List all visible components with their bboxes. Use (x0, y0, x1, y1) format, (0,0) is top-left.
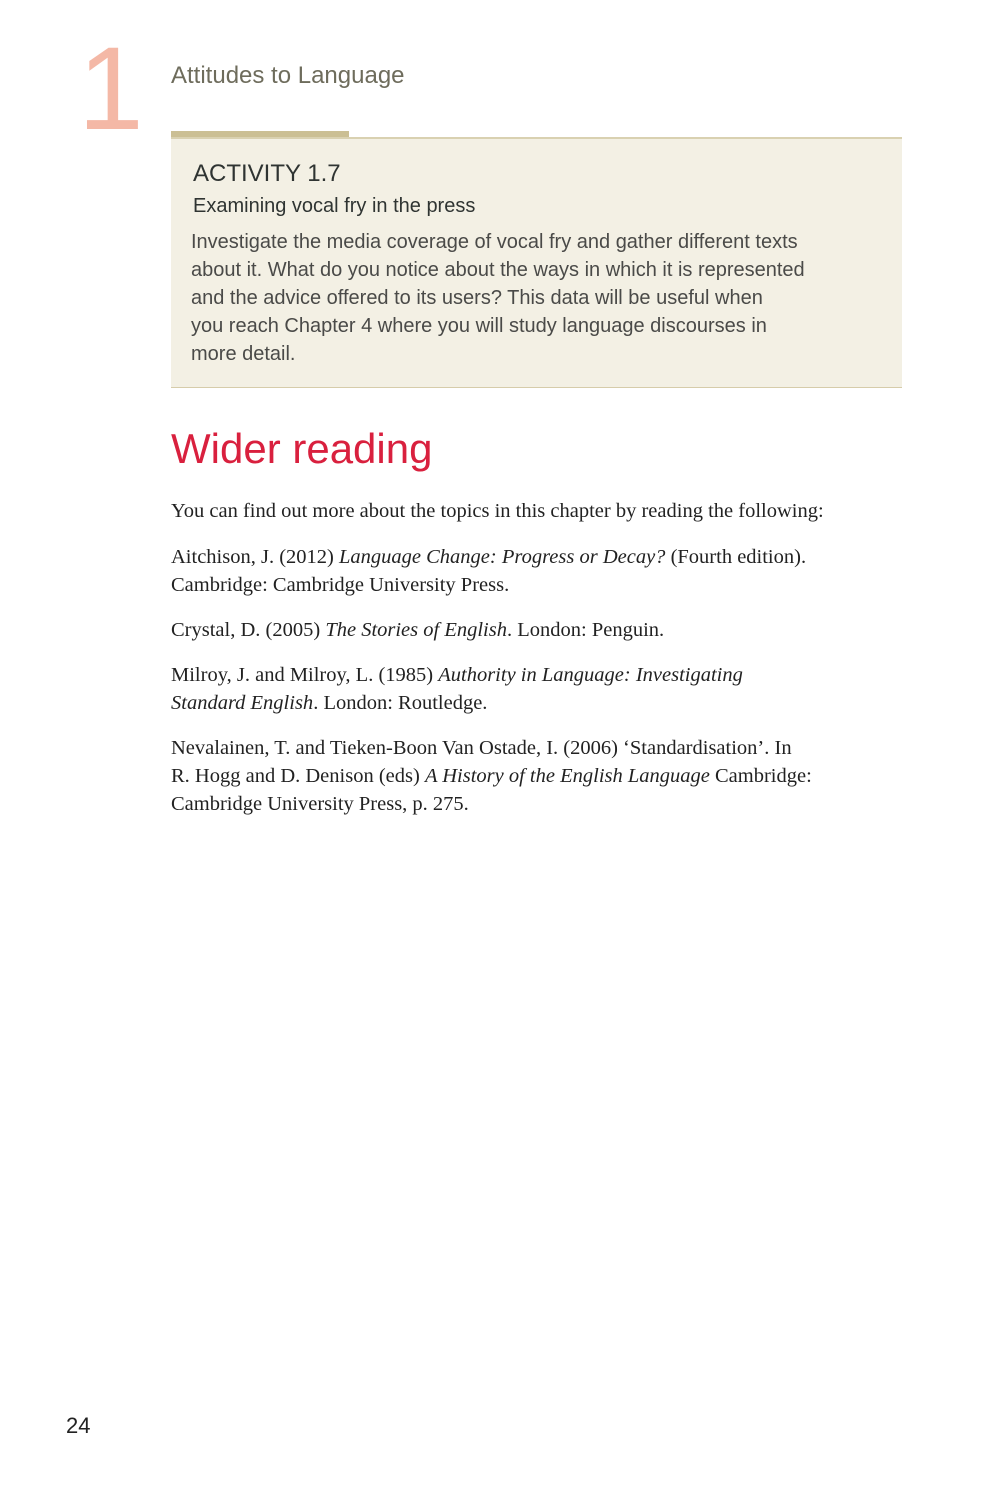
ref-text: Crystal, D. (2005) (171, 619, 326, 641)
activity-line: you reach Chapter 4 where you will study language discourses in (191, 315, 767, 337)
ref-text: (Fourth edition). (665, 546, 807, 568)
reference-milroy (171, 661, 743, 717)
running-head: Attitudes to Language (171, 62, 405, 89)
ref-text: Milroy, J. and Milroy, L. (1985) (171, 664, 439, 686)
reference-crystal (171, 616, 664, 644)
activity-line: about it. What do you notice about the ways in which it is represented (191, 259, 805, 281)
page-number: 24 (66, 1413, 91, 1438)
reference-aitchison (171, 543, 806, 599)
activity-subtitle: Examining vocal fry in the press (193, 195, 476, 217)
ref-title: Standard English (171, 692, 314, 714)
wider-reading-intro (171, 497, 824, 525)
intro-text: You can find out more about the topics in this chapter by reading the following: (171, 500, 824, 522)
ref-text: . London: Penguin. (506, 619, 665, 641)
wider-reading-heading: Wider reading (171, 425, 433, 472)
ref-title: The Stories of English (325, 619, 507, 641)
ref-text: . London: Routledge. (313, 692, 488, 714)
ref-text: R. Hogg and D. Denison (eds) (171, 765, 425, 787)
ref-text: Cambridge: (709, 765, 812, 787)
ref-text: Aitchison, J. (2012) (171, 546, 339, 568)
ref-text: Cambridge: Cambridge University Press. (171, 574, 510, 596)
ref-title: A History of the English Language (424, 765, 710, 787)
activity-line: Investigate the media coverage of vocal fry and gather different texts (191, 231, 798, 253)
ref-text: Cambridge University Press, p. 275. (171, 793, 469, 815)
activity-line: more detail. (191, 343, 296, 365)
ref-text: Nevalainen, T. and Tieken-Boon Van Ostade, I. (2006) ‘Standardisation’. In (171, 737, 792, 759)
ref-title: Authority in Language: Investigating (438, 664, 743, 686)
ref-title: Language Change: Progress or Decay? (338, 546, 666, 568)
activity-accent-bar (171, 131, 349, 137)
activity-title: ACTIVITY 1.7 (193, 160, 341, 187)
activity-line: and the advice offered to its users? This data will be useful when (191, 287, 763, 309)
activity-body (191, 228, 805, 368)
chapter-number: 1 (78, 23, 144, 155)
reference-nevalainen (171, 734, 812, 818)
